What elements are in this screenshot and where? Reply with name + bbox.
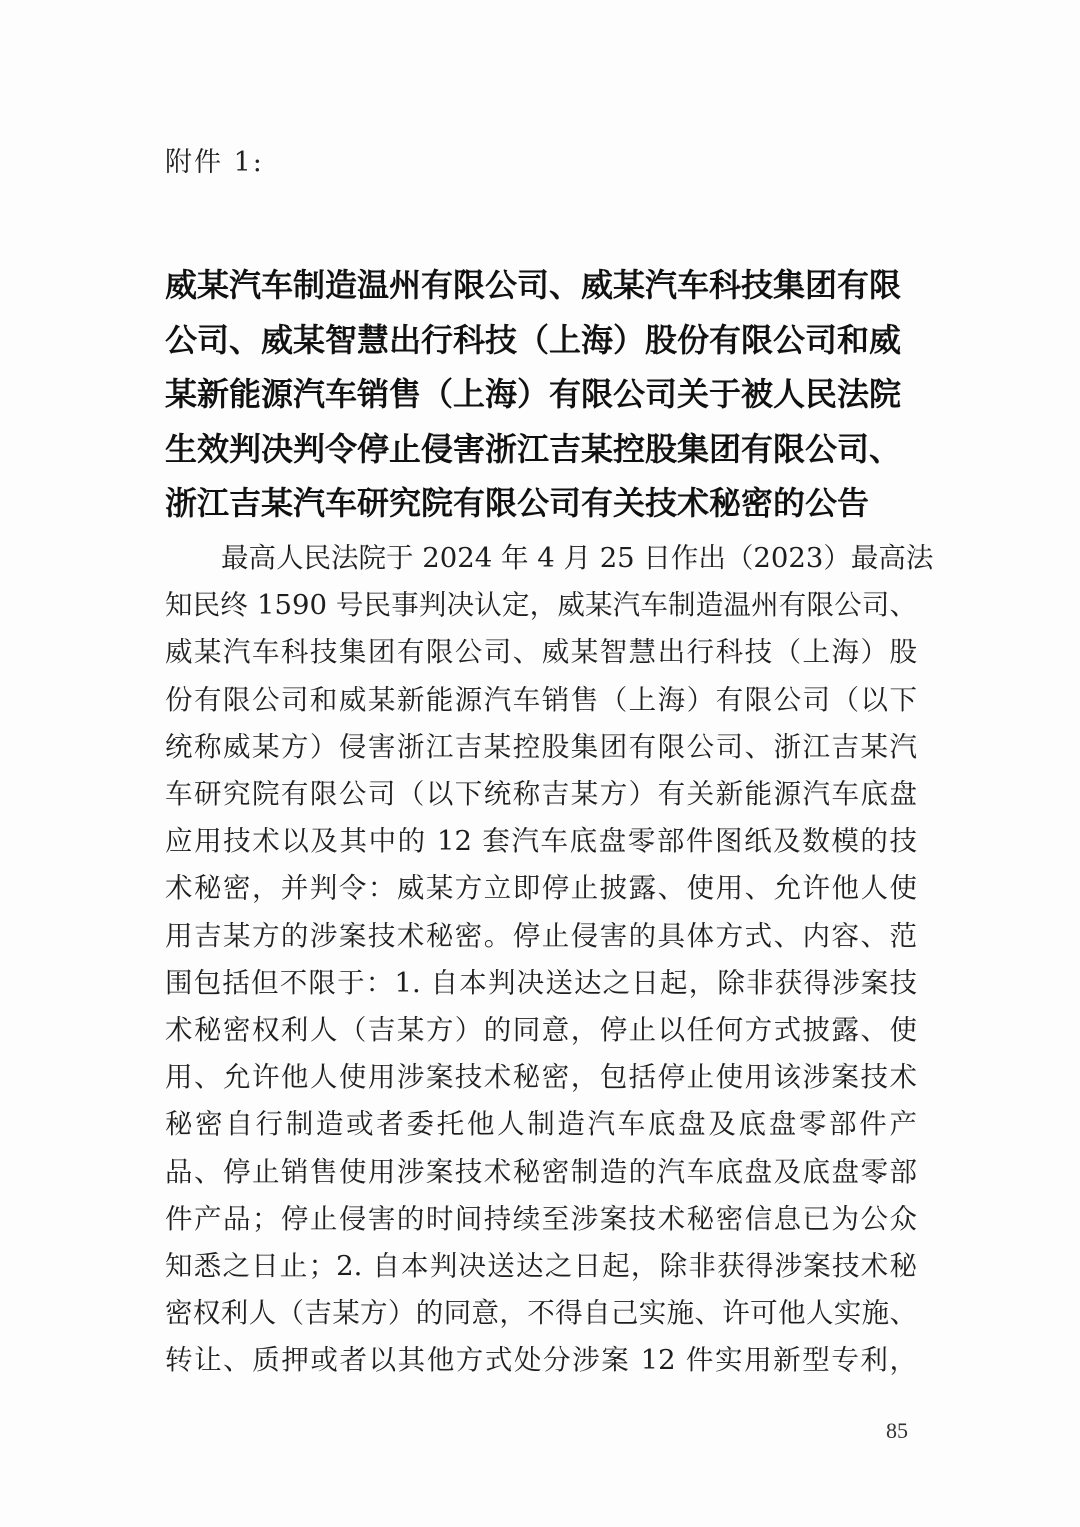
body-line: 用、允许他人使用涉案技术秘密，包括停止使用该涉案技术 <box>165 1061 917 1094</box>
body-line: 用吉某方的涉案技术秘密。停止侵害的具体方式、内容、范 <box>165 919 917 952</box>
body-line: 品、停止销售使用涉案技术秘密制造的汽车底盘及底盘零部 <box>165 1155 917 1188</box>
body-line: 术秘密权利人（吉某方）的同意，停止以任何方式披露、使 <box>165 1014 917 1047</box>
body-line: 秘密自行制造或者委托他人制造汽车底盘及底盘零部件产 <box>165 1108 917 1141</box>
body-line: 件产品；停止侵害的时间持续至涉案技术秘密信息已为公众 <box>165 1202 917 1235</box>
body-paragraph <box>165 535 934 1385</box>
body-line: 围包括但不限于：1. 自本判决送达之日起，除非获得涉案技 <box>165 966 917 999</box>
title-line: 威某汽车制造温州有限公司、威某汽车科技集团有限 <box>165 266 902 304</box>
body-line: 术秘密，并判令：威某方立即停止披露、使用、允许他人使 <box>165 872 917 905</box>
body-line: 应用技术以及其中的 12 套汽车底盘零部件图纸及数模的技 <box>165 825 917 858</box>
body-line: 知悉之日止；2. 自本判决送达之日起，除非获得涉案技术秘 <box>165 1250 917 1283</box>
body-line: 份有限公司和威某新能源汽车销售（上海）有限公司（以下 <box>165 683 917 716</box>
body-line: 威某汽车科技集团有限公司、威某智慧出行科技（上海）股 <box>165 636 917 669</box>
title-line: 生效判决判令停止侵害浙江吉某控股集团有限公司、 <box>165 429 902 468</box>
body-line: 密权利人（吉某方）的同意，不得自己实施、许可他人实施、 <box>165 1297 917 1330</box>
body-line: 车研究院有限公司（以下统称吉某方）有关新能源汽车底盘 <box>165 778 917 811</box>
body-line: 转让、质押或者以其他方式处分涉案 12 件实用新型专利， <box>165 1344 917 1377</box>
announcement-title <box>165 258 917 531</box>
attachment-label: 附件 1: <box>165 147 264 178</box>
title-line: 某新能源汽车销售（上海）有限公司关于被人民法院 <box>165 375 902 413</box>
body-line: 最高人民法院于 2024 年 4 月 25 日作出（2023）最高法 <box>221 542 934 574</box>
title-line: 公司、威某智慧出行科技（上海）股份有限公司和威 <box>165 320 902 359</box>
title-line: 浙江吉某汽车研究院有限公司有关技术秘密的公告 <box>165 484 870 522</box>
body-line: 知民终 1590 号民事判决认定，威某汽车制造温州有限公司、 <box>165 589 917 622</box>
body-line: 统称威某方）侵害浙江吉某控股集团有限公司、浙江吉某汽 <box>165 730 917 763</box>
page-number: 85 <box>886 1418 908 1443</box>
